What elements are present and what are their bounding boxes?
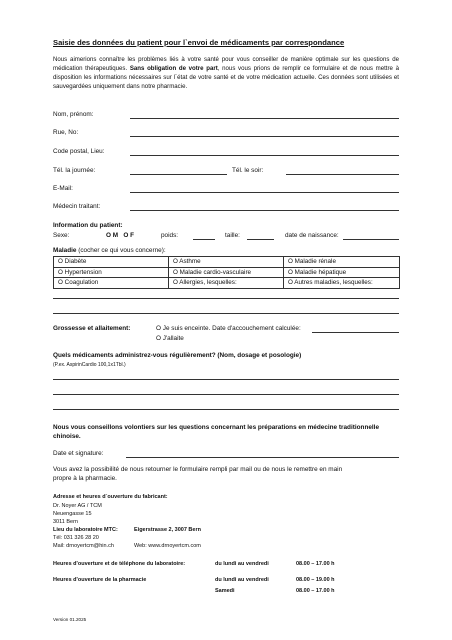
street-label: Rue, No: [53,129,79,136]
due-date-field[interactable] [312,332,399,333]
street-field[interactable] [130,136,399,137]
lab-address: Eigerstrasse 2, 3007 Bern [134,527,201,533]
lab-hours-days: du lundi au vendredi [215,561,269,567]
manufacturer-street: Neuengasse 15 [53,511,92,517]
lab-hours-time: 08.00 – 17.00 h [296,561,335,567]
disease-option[interactable]: O Hypertension [54,267,169,278]
medication-example: (P.ex. AspirinCardio 100,1x1Tbl.) [53,362,126,368]
disease-option[interactable]: O Autres maladies, lesquelles: [284,278,400,289]
disease-notes-line[interactable] [53,313,399,314]
disease-option[interactable]: O Allergies, lesquelles: [169,278,284,289]
intro-paragraph [53,56,399,92]
disease-heading-bold: Maladie [53,247,77,254]
disease-option[interactable]: O Asthme [169,257,284,268]
table-row [54,278,400,289]
manufacturer-city: 3011 Bern [53,519,78,525]
disease-option[interactable]: O Maladie cardio-vasculaire [169,267,284,278]
email-label: E-Mail: [53,185,73,192]
lab-hours-label: Heures d'ouverture et de téléphone du laboratoire: [53,561,186,567]
tcm-text-1: Nous vous conseillons volontiers sur les questions concernant les préparations en médecine traditionnelle [53,424,380,431]
pharmacy-hours-days: du lundi au vendredi [215,577,269,583]
pharmacy-hours-label: Heures d'ouverture de la pharmacie [53,577,147,583]
manufacturer-heading: Adresse et heures d`ouverture du fabricant: [53,494,168,500]
disease-option[interactable]: O Coagulation [54,278,169,289]
doctor-field[interactable] [130,210,399,211]
manufacturer-name: Dr. Noyer AG / TCM [53,503,102,509]
lab-label: Lieu du laboratoire MTC: [53,527,118,533]
name-label: Nom, prénom: [53,111,94,118]
height-field[interactable] [247,239,274,240]
doctor-label: Médecin traitant: [53,203,101,210]
email-field[interactable] [130,192,399,193]
birth-field[interactable] [343,239,399,240]
table-row [54,257,400,268]
medication-line[interactable] [53,394,399,395]
intro-text-1: Nous aimerions connaître les problèmes liés à votre santé pour vous conseiller de manière optimale sur les questions de médication thérapeutiques. [53,56,399,72]
saturday-time: 08.00 – 17.00 h [296,588,335,594]
postal-label: Code postal, Lieu: [53,148,105,155]
saturday-label: Samedi [215,588,235,594]
name-field[interactable] [130,118,399,119]
disease-notes-line[interactable] [53,298,399,299]
disease-heading-rest: (cocher ce qui vous concerne): [76,247,166,254]
tel-evening-label: Tél. le soir: [232,167,264,174]
disease-option[interactable]: O Diabète [54,257,169,268]
tcm-text-2: chinoise. [53,433,81,440]
tel-day-field[interactable] [130,174,227,175]
version-label: Version 01.2025 [53,617,87,622]
signature-field[interactable] [126,457,399,458]
medication-line[interactable] [53,409,399,410]
breastfeeding-option[interactable]: O J'allaite [156,335,184,342]
tel-day-label: Tél. la journée: [53,167,96,174]
pharmacy-hours-time: 08.00 – 19.00 h [296,577,335,583]
manufacturer-web[interactable]: Web: www.drnoyertcm.com [134,543,201,549]
weight-field[interactable] [193,239,215,240]
height-label: taille: [225,232,240,239]
pregnancy-label: Grossesse et allaitement: [53,325,131,332]
birth-label: date de naissance: [285,232,339,239]
medication-question: Quels médicaments administrez-vous régulièrement? (Nom, dosage et posologie) [53,352,302,359]
disease-table [53,256,400,289]
intro-text-bold: Sans obligation de votre part [129,64,218,72]
return-text-1: Vous avez la possibilité de nous retourner le formulaire rempli par mail ou de nous le remettre en main [53,466,343,473]
page-title: Saisie des données du patient pour l`envoi de médicaments par correspondance [53,38,345,47]
postal-field[interactable] [130,155,399,156]
weight-label: poids: [161,232,179,239]
signature-label: Date et signature: [53,450,104,457]
tel-evening-field[interactable] [286,174,399,175]
disease-heading [53,247,166,254]
patient-info-heading: Information du patient: [53,222,123,229]
manufacturer-mail[interactable]: Mail: drnoyertcm@hin.ch [53,543,114,549]
table-row [54,267,400,278]
pregnancy-option[interactable]: O Je suis enceinte. Date d'accouchement calculée: [156,325,301,332]
sex-options[interactable]: O M O F [106,232,135,239]
manufacturer-tel: Tél: 031 326 28 20 [53,535,99,541]
sex-label: Sexe: [53,232,70,239]
medication-line[interactable] [53,379,399,380]
disease-option[interactable]: O Maladie hépatique [284,267,400,278]
return-text-2: propre à la pharmacie. [53,475,117,482]
intro-text-2: , nous vous prions de remplir ce formulaire et de nous mettre à disposition les informations nécessaires sur l´état de votre santé et de votre médication actuelle. Ces données sont utilisées et sauvegardées uniquement dans notre pharmacie. [53,64,399,90]
disease-option[interactable]: O Maladie rénale [284,257,400,268]
